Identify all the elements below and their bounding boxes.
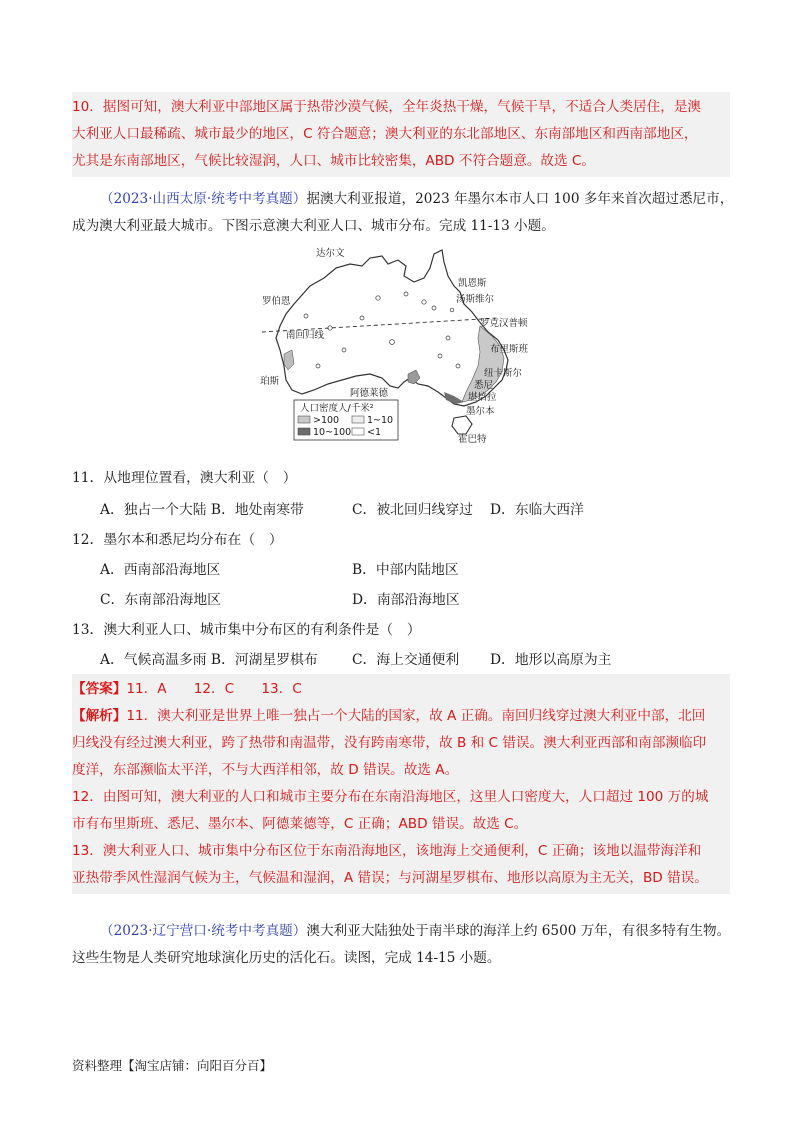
analysis-line: 13．澳大利亚人口、城市集中分布区位于东南沿海地区，该地海上交通便利，C 正确；该地以温带海洋和	[72, 843, 702, 859]
city-label: 布里斯班	[490, 344, 529, 355]
analysis-line: 归线没有经过澳大利亚，跨了热带和南温带，没有跨南寒带，故 B 和 C 错误。澳大利亚西部和南部濒临印	[72, 735, 707, 751]
city-label: 达尔文	[316, 248, 345, 259]
legend-item: <1	[367, 427, 382, 438]
analysis-line: 12．由图可知，澳大利亚的人口和城市主要分布在东南沿海地区，这里人口密度大，人口超过 100 万的城	[72, 789, 709, 805]
question-option: D．地形以高原为主	[490, 652, 612, 668]
answer-10-line: 10．据图可知，澳大利亚中部地区属于热带沙漠气候，全年炎热干燥，气候干旱，不适合人类居住，是澳	[72, 99, 702, 115]
answer-10-line: 尤其是东南部地区，气候比较湿润，人口、城市比较密集，ABD 不符合题意。故选 C。	[72, 153, 596, 169]
analysis-text: 11．澳大利亚是世界上唯一独占一个大陆的国家，故 A 正确。南回归线穿过澳大利亚中部，北回	[126, 708, 706, 724]
intro-paragraph-2	[72, 918, 732, 972]
page-footer: 资料整理【淘宝店铺：向阳百分百】	[72, 1058, 273, 1073]
city-label: 珀斯	[260, 376, 280, 387]
legend-title: 人口密度人/千米²	[300, 403, 374, 414]
intro-paragraph-1	[72, 186, 732, 240]
answer-10-block	[72, 92, 730, 177]
question-stem: 13．澳大利亚人口、城市集中分布区的有利条件是（ ）	[72, 622, 421, 638]
analysis-line: 亚热带季风性湿润气候为主，气候温和湿润，A 错误；与河湖星罗棋布、地形以高原为主无关，BD 错误。	[72, 870, 708, 886]
analysis-tag: 【解析】	[72, 708, 127, 724]
legend-item: >100	[313, 415, 340, 426]
question-option: D．南部沿海地区	[352, 592, 460, 608]
city-label: 罗克汉普顿	[480, 318, 528, 329]
question-option: A．西南部沿海地区	[100, 562, 221, 578]
australia-population-map	[258, 246, 543, 444]
source-citation: （2023·辽宁营口·统考中考真题）	[100, 923, 307, 939]
city-label: 墨尔本	[466, 406, 495, 417]
answer-line	[72, 676, 730, 703]
question-option: C．被北回归线穿过	[352, 502, 473, 518]
city-label: 阿德莱德	[350, 388, 389, 399]
intro-text: 这些生物是人类研究地球演化历史的活化石。读图，完成 14-15 小题。	[72, 950, 501, 966]
question-option: C．东南部沿海地区	[100, 592, 221, 608]
answer-analysis-block	[72, 674, 730, 894]
question-option: A．气候高温多雨 B．河湖星罗棋布	[100, 652, 318, 668]
analysis-line: 市有布里斯班、悉尼、墨尔本、阿德莱德等，C 正确；ABD 错误。故选 C。	[72, 816, 528, 832]
city-label: 汤斯维尔	[456, 294, 495, 305]
intro-text: 澳大利亚大陆独处于南半球的海洋上约 6500 万年，有很多特有生物。	[306, 923, 731, 939]
question-option: B．中部内陆地区	[352, 562, 459, 578]
source-citation: （2023·山西太原·统考中考真题）	[100, 191, 307, 207]
tasmania-outline	[452, 416, 472, 434]
city-label: 罗伯恩	[262, 296, 291, 307]
answer-text: 11．A 12．C 13．C	[126, 681, 302, 697]
map-svg	[258, 246, 543, 444]
city-label: 纽卡斯尔	[484, 368, 523, 379]
answer-10-line: 大利亚人口最稀疏、城市最少的地区，C 符合题意；澳大利亚的东北部地区、东南部地区和西南部地区，	[72, 126, 698, 142]
question-option: C．海上交通便利	[352, 652, 460, 668]
intro-text: 成为澳大利亚最大城市。下图示意澳大利亚人口、城市分布。完成 11-13 小题。	[72, 218, 555, 234]
city-label: 霍巴特	[458, 434, 487, 444]
city-label: 悉尼	[474, 380, 494, 391]
analysis-line: 度洋，东部濒临太平洋，不与大西洋相邻，故 D 错误。故选 A。	[72, 762, 459, 778]
question-option: D．东临大西洋	[490, 502, 584, 518]
answer-tag: 【答案】	[72, 681, 127, 697]
city-label: 堪培拉	[468, 392, 497, 403]
legend-item: 1~10	[367, 415, 394, 426]
legend-item: 10~100	[313, 427, 352, 438]
city-label: 南回归线	[286, 330, 325, 341]
question-stem: 11．从地理位置看，澳大利亚（ ）	[72, 470, 297, 486]
question-stem: 12．墨尔本和悉尼均分布在（ ）	[72, 532, 283, 548]
city-label: 凯恩斯	[458, 278, 487, 289]
question-option: A．独占一个大陆 B．地处南寒带	[100, 502, 304, 518]
intro-text: 据澳大利亚报道，2023 年墨尔本市人口 100 多年来首次超过悉尼市，	[306, 191, 734, 207]
analysis-line	[72, 703, 730, 730]
